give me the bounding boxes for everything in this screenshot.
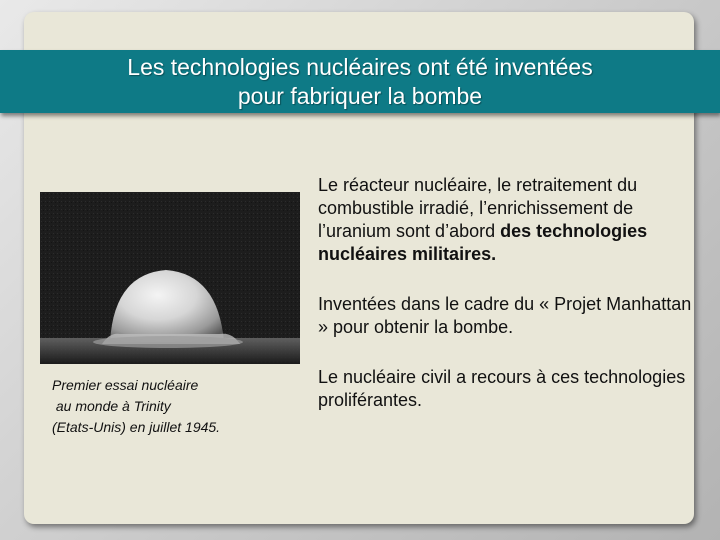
title-band (0, 50, 720, 113)
caption-line-3: (Etats-Unis) en juillet 1945. (52, 419, 221, 435)
paragraph-technologies-text: Le réacteur nucléaire, le retraitement du combustible irradié, l’enrichissement de l’uranium sont d’abord (318, 175, 638, 241)
slide-title-line-1: Les technologies nucléaires ont été inventées (127, 53, 593, 80)
slide-title-line-2: pour fabriquer la bombe (237, 82, 483, 109)
caption-line-1: Premier essai nucléaire (52, 377, 199, 393)
paragraph-manhattan: Inventées dans le cadre du « Projet Manhattan » pour obtenir la bombe. (318, 294, 692, 337)
paragraph-technologies-bold: des technologies nucléaires militaires. (318, 221, 648, 264)
paragraph-technologies (318, 174, 698, 266)
photo-caption (52, 375, 292, 438)
caption-line-2: au monde à Trinity (52, 398, 171, 414)
paragraph-civil-nuclear: Le nucléaire civil a recours à ces technologies proliférantes. (318, 367, 686, 410)
trinity-test-photo (40, 192, 300, 364)
trinity-fireball-image (40, 192, 300, 364)
